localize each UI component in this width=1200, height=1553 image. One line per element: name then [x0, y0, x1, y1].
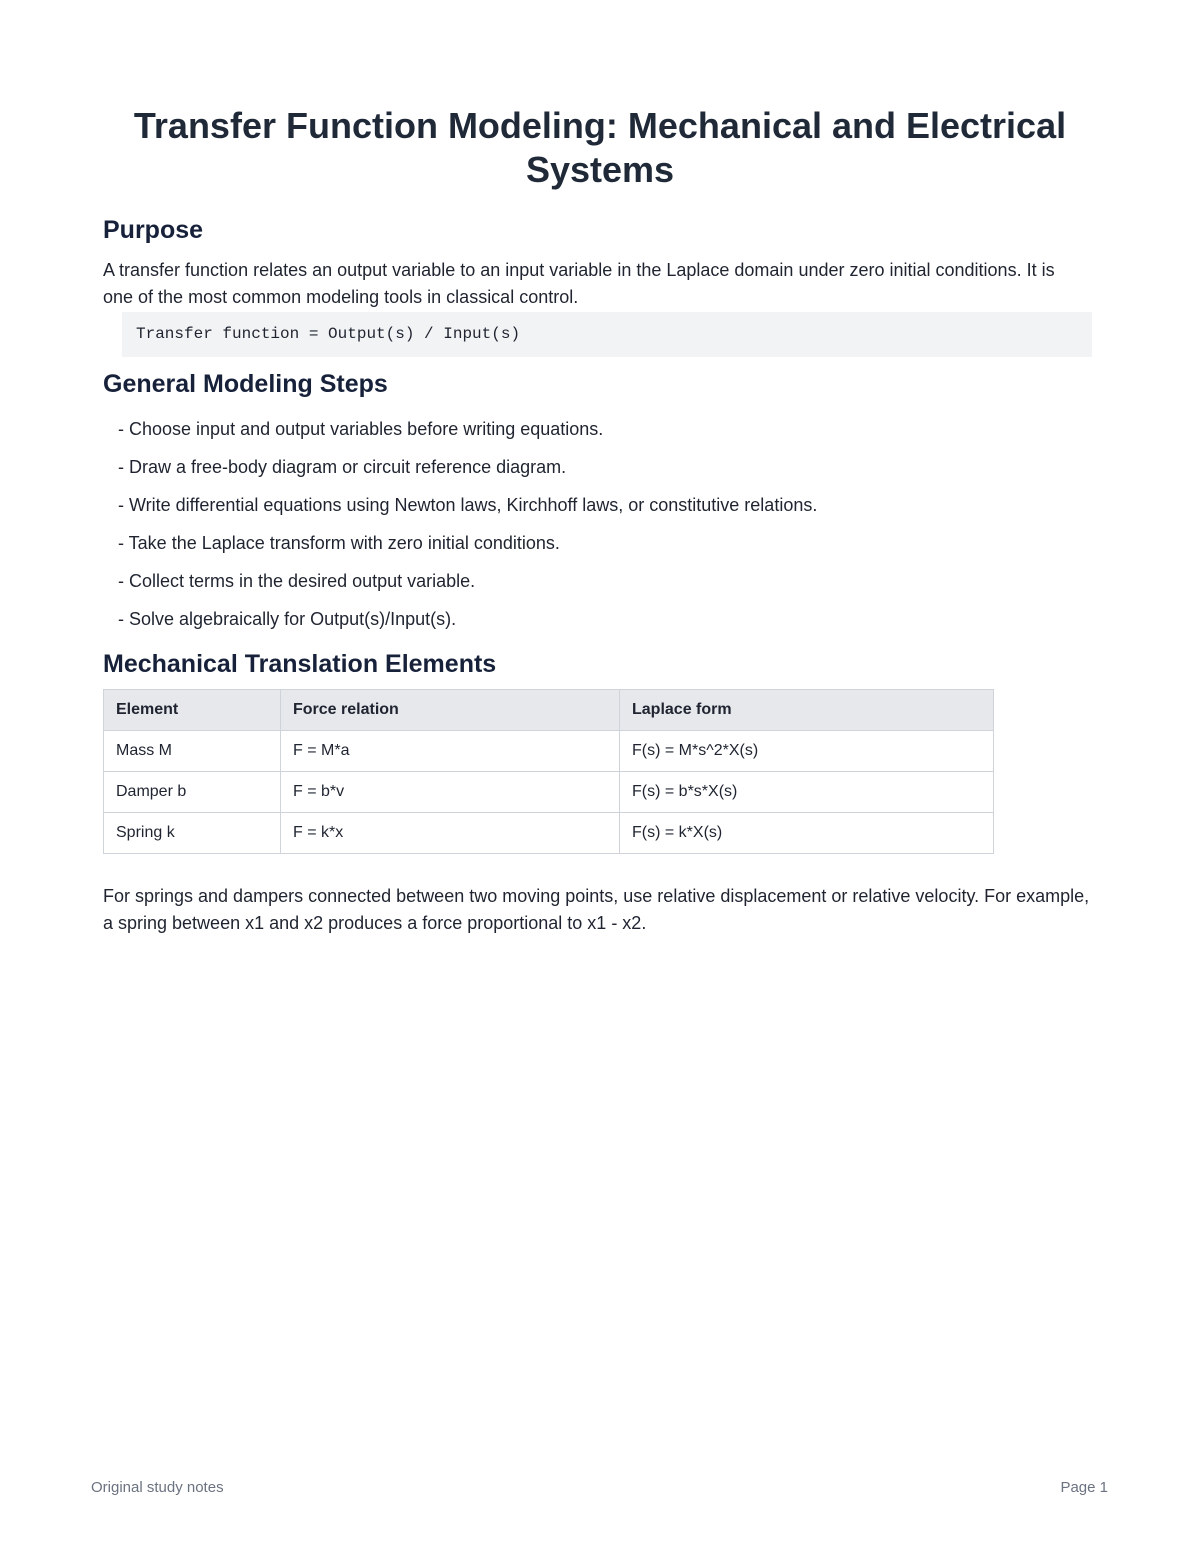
table-cell: Spring k [104, 813, 281, 854]
table-cell: F(s) = M*s^2*X(s) [620, 731, 994, 772]
list-item: - Collect terms in the desired output variable. [118, 571, 476, 591]
purpose-paragraph: A transfer function relates an output variable to an input variable in the Laplace domain under zero initial conditions. It is one of the most common modeling tools in classical control. [103, 260, 1055, 307]
table-row [104, 813, 994, 854]
list-item: - Choose input and output variables before writing equations. [118, 419, 604, 439]
mechanical-heading: Mechanical Translation Elements [103, 650, 497, 678]
transfer-function-code: Transfer function = Output(s) / Input(s) [122, 312, 1092, 357]
mechanical-note: For springs and dampers connected between two moving points, use relative displacement or relative velocity. For example, a spring between x1 and x2 produces a force proportional to x1 - x2. [103, 886, 1090, 933]
column-header: Force relation [281, 690, 620, 731]
document-title: Transfer Function Modeling: Mechanical and Electrical Systems [133, 105, 1067, 190]
list-item: - Write differential equations using Newton laws, Kirchhoff laws, or constitutive relations. [118, 495, 818, 515]
list-item: - Take the Laplace transform with zero initial conditions. [118, 533, 560, 553]
table-cell: Mass M [104, 731, 281, 772]
table-row [104, 772, 994, 813]
steps-heading: General Modeling Steps [103, 370, 388, 398]
purpose-heading: Purpose [103, 216, 204, 244]
table-row [104, 731, 994, 772]
column-header: Laplace form [620, 690, 994, 731]
table-cell: F = M*a [281, 731, 620, 772]
page-number: Page 1 [1060, 1479, 1108, 1496]
column-header: Element [104, 690, 281, 731]
table-cell: F = k*x [281, 813, 620, 854]
table-cell: F(s) = k*X(s) [620, 813, 994, 854]
footer-left-text: Original study notes [91, 1479, 224, 1496]
steps-list [118, 410, 817, 638]
mechanical-elements-table [103, 689, 994, 854]
list-item: - Solve algebraically for Output(s)/Input(s). [118, 609, 457, 629]
table-cell: F(s) = b*s*X(s) [620, 772, 994, 813]
table-cell: F = b*v [281, 772, 620, 813]
list-item: - Draw a free-body diagram or circuit reference diagram. [118, 457, 567, 477]
table-cell: Damper b [104, 772, 281, 813]
table-header-row [104, 690, 994, 731]
